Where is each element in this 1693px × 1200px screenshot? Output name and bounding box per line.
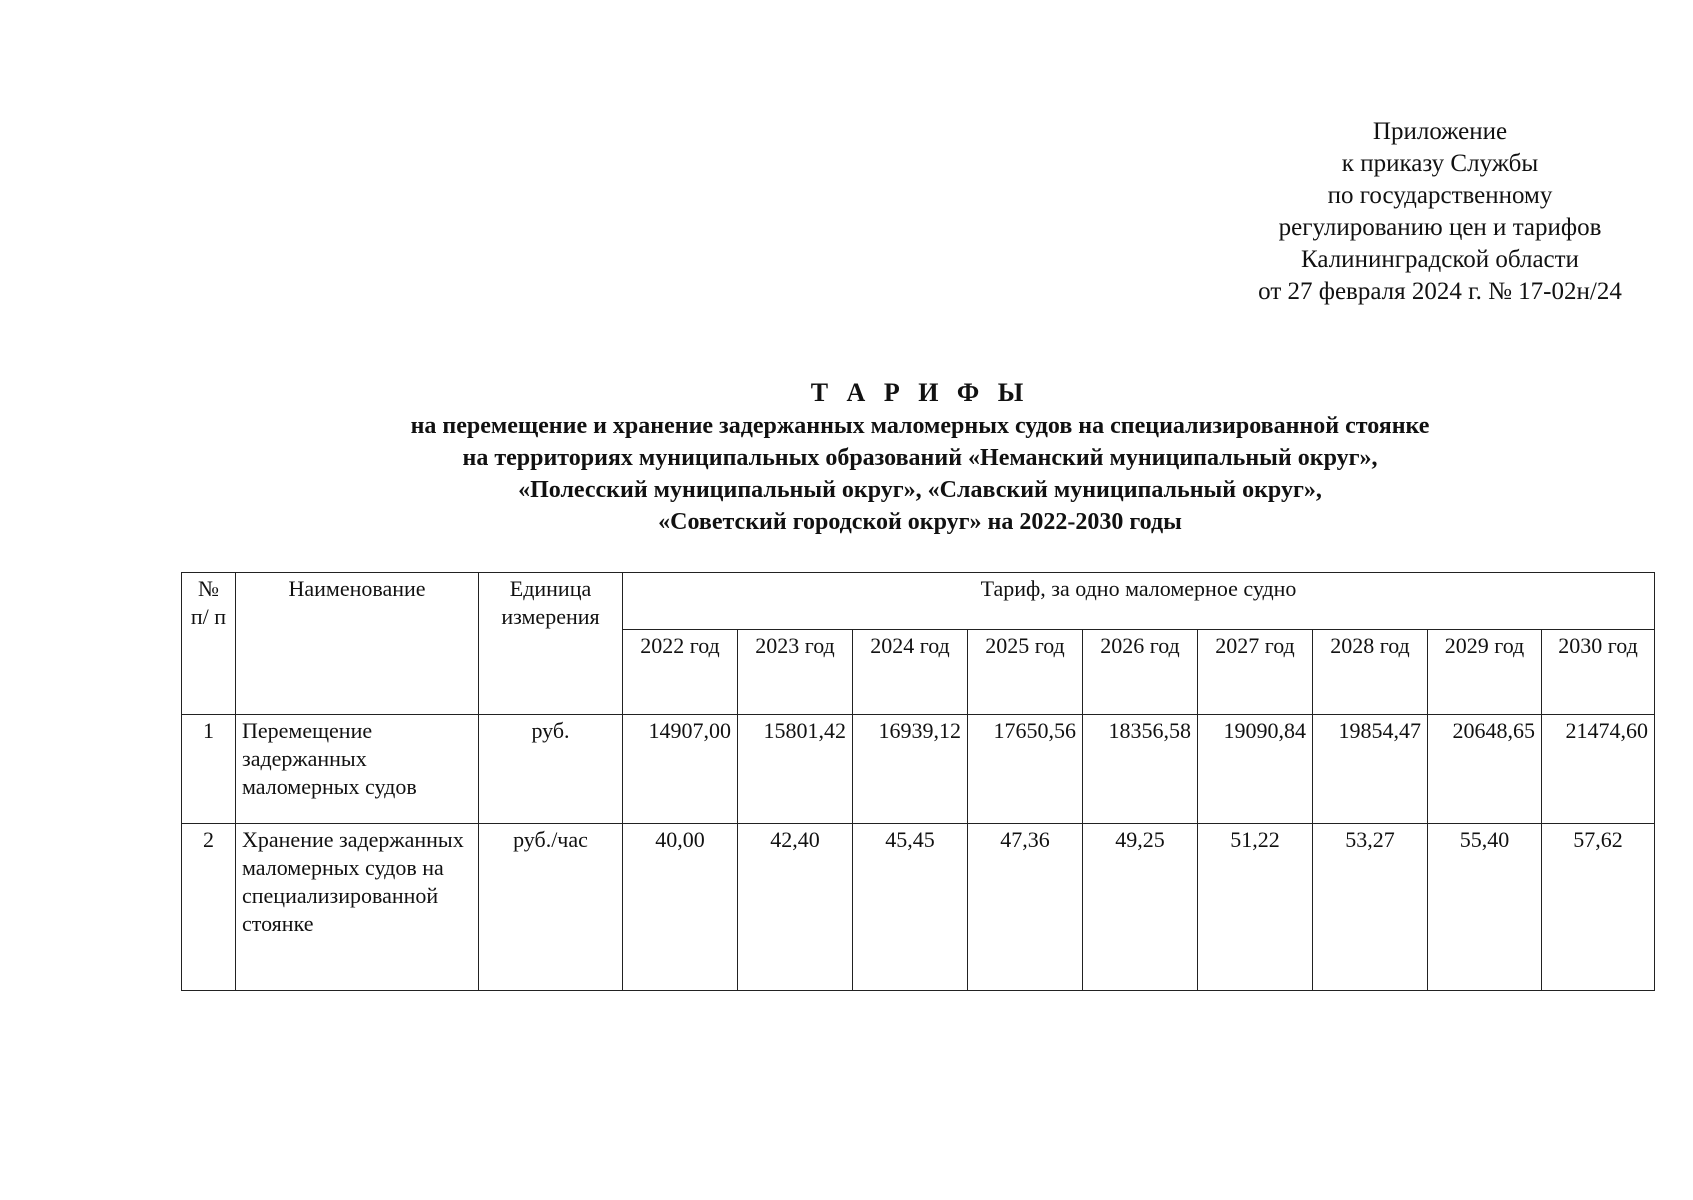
cell-unit: руб./час: [479, 824, 623, 991]
cell-value: 17650,56: [968, 715, 1083, 824]
title-subline: на территориях муниципальных образований «Неманский муниципальный округ»,: [462, 445, 1378, 471]
appendix-line: Приложение: [1372, 118, 1508, 145]
cell-value: 51,22: [1198, 824, 1313, 991]
cell-unit: руб.: [479, 715, 623, 824]
cell-value: 53,27: [1313, 824, 1428, 991]
appendix-line: регулированию цен и тарифов: [1278, 214, 1602, 241]
cell-value: 42,40: [738, 824, 853, 991]
header-year: 2023 год: [738, 630, 853, 715]
appendix-line: по государственному: [1327, 182, 1553, 209]
tariff-table: [181, 572, 1655, 991]
header-unit: Единица измерения: [479, 573, 623, 715]
table-row: [182, 824, 1655, 991]
cell-value: 47,36: [968, 824, 1083, 991]
cell-name: Перемещение задержанных маломерных судов: [236, 715, 479, 824]
appendix-line: от 27 февраля 2024 г. № 17-02н/24: [1258, 278, 1622, 305]
header-number: № п/ п: [182, 573, 236, 715]
title-subline: «Полесский муниципальный округ», «Славский муниципальный округ»,: [518, 477, 1322, 503]
cell-number: 2: [182, 824, 236, 991]
appendix-line: Калининградской области: [1301, 246, 1579, 273]
appendix-line: к приказу Службы: [1341, 150, 1539, 177]
table-row: [182, 715, 1655, 824]
title-subline: «Советский городской округ» на 2022-2030 годы: [658, 509, 1182, 535]
header-year: 2029 год: [1428, 630, 1542, 715]
cell-value: 15801,42: [738, 715, 853, 824]
cell-value: 49,25: [1083, 824, 1198, 991]
header-year: 2030 год: [1542, 630, 1655, 715]
document-title: [200, 376, 1640, 538]
cell-value: 21474,60: [1542, 715, 1655, 824]
title-main: Т А Р И Ф Ы: [810, 378, 1030, 407]
cell-value: 16939,12: [853, 715, 968, 824]
header-year: 2027 год: [1198, 630, 1313, 715]
cell-value: 14907,00: [623, 715, 738, 824]
cell-value: 40,00: [623, 824, 738, 991]
cell-value: 20648,65: [1428, 715, 1542, 824]
header-year: 2026 год: [1083, 630, 1198, 715]
header-year: 2028 год: [1313, 630, 1428, 715]
cell-value: 55,40: [1428, 824, 1542, 991]
appendix-header: [1190, 116, 1690, 308]
cell-value: 18356,58: [1083, 715, 1198, 824]
cell-number: 1: [182, 715, 236, 824]
cell-name: Хранение задержанных маломерных судов на специализированной стоянке: [236, 824, 479, 991]
table-header-row: [182, 573, 1655, 630]
cell-value: 19854,47: [1313, 715, 1428, 824]
cell-value: 19090,84: [1198, 715, 1313, 824]
header-tariff-group: Тариф, за одно маломерное судно: [623, 573, 1655, 630]
header-name: Наименование: [236, 573, 479, 715]
title-subline: на перемещение и хранение задержанных маломерных судов на специализированной стоянке: [410, 413, 1430, 439]
cell-value: 45,45: [853, 824, 968, 991]
header-year: 2025 год: [968, 630, 1083, 715]
header-year: 2022 год: [623, 630, 738, 715]
cell-value: 57,62: [1542, 824, 1655, 991]
header-year: 2024 год: [853, 630, 968, 715]
